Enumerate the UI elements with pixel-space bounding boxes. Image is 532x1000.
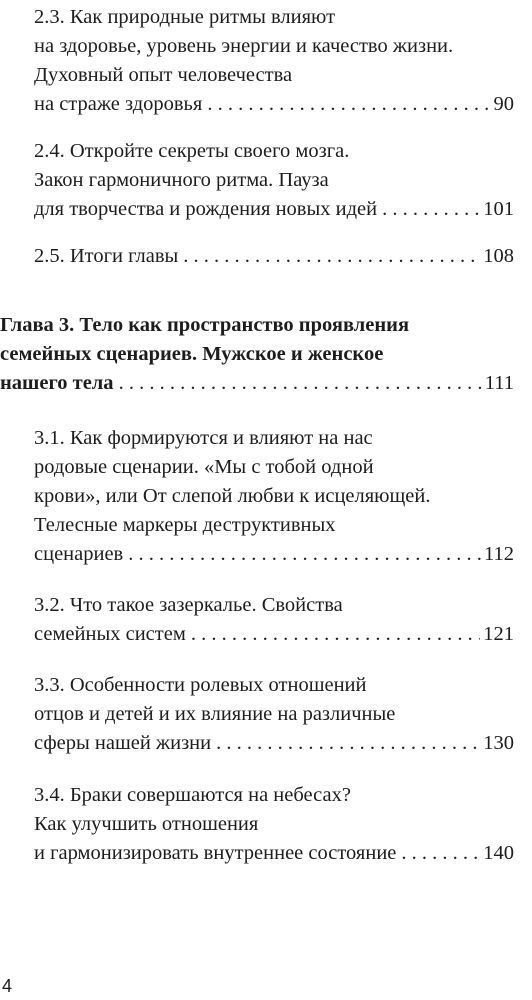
entry-line: 3.4. Браки совершаются на небесах? [34, 784, 351, 806]
entry-line: 3.1. Как формируются и влияют на нас [34, 427, 373, 449]
dot-leader [183, 242, 480, 271]
entry-page-number: 111 [484, 372, 514, 394]
entry-line: отцов и детей и их влияние на различные [34, 703, 396, 725]
toc-entry-2-5[interactable] [34, 242, 514, 271]
entry-line: 2.3. Как природные ритмы влияют [34, 6, 336, 28]
entry-line: 2.4. Откройте секреты своего мозга. [34, 140, 350, 162]
toc-entry-3-2[interactable] [34, 591, 514, 649]
dot-leader [216, 729, 480, 758]
entry-line: 3.2. Что такое зазеркалье. Свойства [34, 594, 343, 616]
dot-leader [207, 90, 490, 119]
toc-entry-3-1[interactable] [34, 424, 514, 569]
entry-page-number: 112 [484, 543, 514, 565]
chapter-line: нашего тела [0, 372, 114, 394]
dot-leader [119, 369, 482, 398]
dot-leader [128, 540, 481, 569]
entry-page-number: 130 [483, 732, 514, 754]
entry-line: Телесные маркеры деструктивных [34, 514, 336, 536]
entry-page-number: 121 [483, 623, 514, 645]
entry-line: для творчества и рождения новых идей [34, 198, 378, 220]
page-footer-number: 4 [2, 976, 13, 996]
entry-line: родовые сценарии. «Мы с тобой одной [34, 456, 374, 478]
entry-line: сферы нашей жизни [34, 732, 212, 754]
entry-line: 3.3. Особенности ролевых отношений [34, 674, 367, 696]
toc-entry-2-3[interactable] [34, 3, 514, 119]
toc-entry-3-3[interactable] [34, 671, 514, 758]
chapter-line: Глава 3. Тело как пространство проявления [0, 314, 410, 336]
entry-line: Духовный опыт человечества [34, 64, 293, 86]
entry-line: крови», или От слепой любви к исцеляющей. [34, 485, 431, 507]
dot-leader [382, 195, 480, 224]
entry-page-number: 90 [493, 93, 514, 115]
dot-leader [191, 620, 480, 649]
toc-entry-2-4[interactable] [34, 137, 514, 224]
chapter-line: семейных сценариев. Мужское и женское [0, 343, 384, 365]
entry-line: 2.5. Итоги главы [34, 245, 179, 267]
entry-line: и гармонизировать внутреннее состояние [34, 842, 397, 864]
entry-line: на страже здоровья [34, 93, 203, 115]
toc-entry-3-4[interactable] [34, 781, 514, 868]
entry-line: Закон гармоничного ритма. Пауза [34, 169, 329, 191]
entry-page-number: 108 [483, 245, 514, 267]
entry-line: сценариев [34, 543, 124, 565]
entry-line: семейных систем [34, 623, 186, 645]
entry-page-number: 101 [483, 198, 514, 220]
entry-line: на здоровье, уровень энергии и качество жизни. [34, 35, 454, 57]
toc-chapter-3[interactable] [0, 311, 514, 398]
entry-line: Как улучшить отношения [34, 813, 259, 835]
entry-page-number: 140 [483, 842, 514, 864]
dot-leader [401, 839, 480, 868]
